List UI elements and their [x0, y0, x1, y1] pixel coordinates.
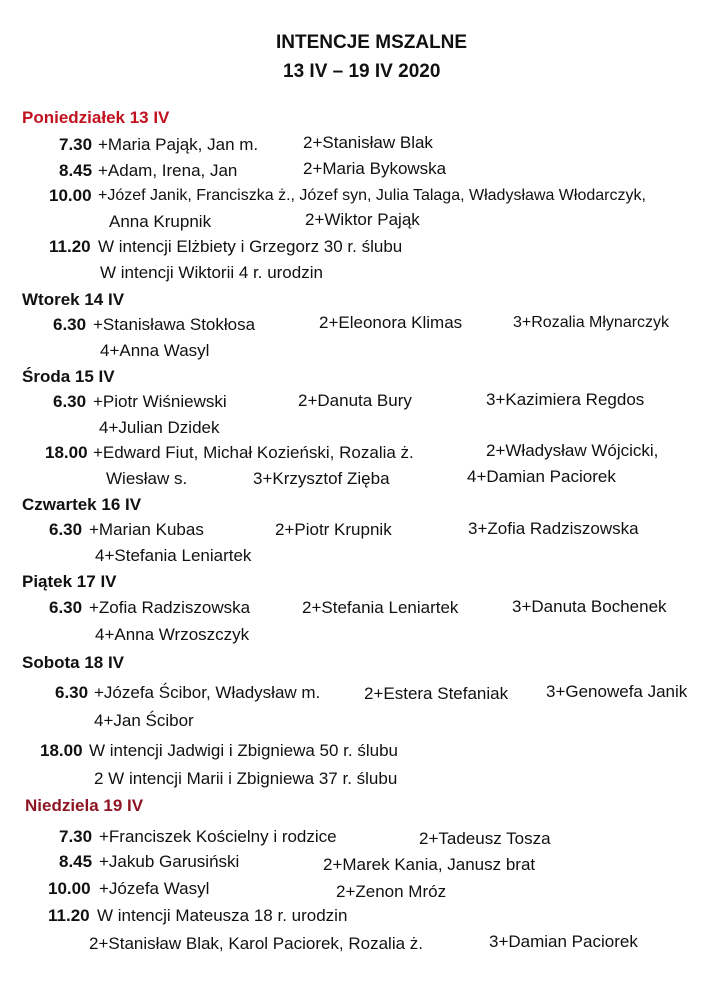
intention-text: 2+Piotr Krupnik [275, 520, 392, 539]
mass-time: 10.00 [48, 879, 91, 898]
intention-text: +Zofia Radziszowska [89, 598, 251, 617]
mass-time: 10.00 [49, 186, 92, 205]
intention-text: 4+Julian Dzidek [99, 418, 220, 437]
intention-text: 3+Zofia Radziszowska [468, 519, 639, 538]
mass-time: 8.45 [59, 852, 93, 871]
intention-text: +Marian Kubas [89, 520, 204, 539]
intention-text: 2+Zenon Mróz [336, 882, 447, 901]
intention-text: W intencji Elżbiety i Grzegorz 30 r. ślubu [98, 237, 403, 256]
intention-text: +Franciszek Kościelny i rodzice [99, 827, 337, 846]
mass-time: 6.30 [55, 683, 89, 702]
intention-text: 2+Danuta Bury [298, 391, 412, 410]
intention-text: Wiesław s. [106, 469, 188, 488]
intention-text: 4+Anna Wasyl [100, 341, 210, 360]
intention-text: 2+Stanisław Blak, Karol Paciorek, Rozalia ż. [89, 934, 424, 953]
mass-time: 8.45 [59, 161, 93, 180]
intention-text: 2+Estera Stefaniak [364, 684, 509, 703]
intention-text: 3+Genowefa Janik [546, 682, 688, 701]
intention-text: 3+Krzysztof Zięba [253, 469, 390, 488]
intention-text: +Józefa Ścibor, Władysław m. [94, 683, 321, 702]
day-heading-saturday: Sobota 18 IV [22, 653, 125, 672]
intention-text: +Stanisława Stokłosa [93, 315, 256, 334]
day-heading-sunday: Niedziela 19 IV [25, 796, 144, 815]
intention-text: 4+Anna Wrzoszczyk [95, 625, 250, 644]
mass-time: 18.00 [40, 741, 83, 760]
intention-text: W intencji Mateusza 18 r. urodzin [97, 906, 348, 925]
intention-text: 3+Rozalia Młynarczyk [513, 314, 670, 331]
mass-time: 18.00 [45, 443, 88, 462]
day-heading-wednesday: Środa 15 IV [22, 367, 115, 386]
intention-text: 2+Władysław Wójcicki, [486, 441, 659, 460]
intention-text: 2+Marek Kania, Janusz brat [323, 855, 536, 874]
intention-text: 4+Jan Ścibor [94, 711, 194, 730]
mass-time: 6.30 [53, 315, 87, 334]
intention-text: +Jakub Garusiński [99, 852, 240, 871]
intention-text: W intencji Jadwigi i Zbigniewa 50 r. ślubu [89, 741, 398, 760]
intention-text: +Edward Fiut, Michał Kozieński, Rozalia ż. [93, 443, 414, 462]
mass-time: 7.30 [59, 827, 93, 846]
mass-time: 6.30 [53, 392, 87, 411]
intention-text: 3+Damian Paciorek [489, 932, 638, 951]
day-heading-friday: Piątek 17 IV [22, 572, 117, 591]
intention-text: 4+Stefania Leniartek [95, 546, 252, 565]
intention-text: 2+Maria Bykowska [303, 159, 447, 178]
intention-text: +Maria Pająk, Jan m. [98, 135, 259, 154]
intention-text: +Piotr Wiśniewski [93, 392, 227, 411]
intention-text: 2+Stefania Leniartek [302, 598, 459, 617]
day-heading-tuesday: Wtorek 14 IV [22, 290, 125, 309]
intention-text: 3+Danuta Bochenek [512, 597, 667, 616]
page-title: INTENCJE MSZALNE [276, 32, 468, 53]
intention-text: W intencji Wiktorii 4 r. urodzin [100, 263, 323, 282]
mass-time: 11.20 [49, 237, 91, 256]
mass-time: 7.30 [59, 135, 93, 154]
day-heading-thursday: Czwartek 16 IV [22, 495, 142, 514]
intention-text: +Józefa Wasyl [99, 879, 210, 898]
intention-text: +Adam, Irena, Jan [98, 161, 238, 180]
intention-text: 2+Tadeusz Tosza [419, 829, 551, 848]
mass-time: 6.30 [49, 520, 83, 539]
intention-text: 2+Wiktor Pająk [305, 210, 420, 229]
intention-text: +Józef Janik, Franciszka ż., Józef syn, Julia Talaga, Władysława Włodarczyk, [98, 187, 646, 204]
date-range: 13 IV – 19 IV 2020 [283, 61, 441, 82]
day-heading-monday: Poniedziałek 13 IV [22, 108, 170, 127]
mass-time: 11.20 [48, 906, 90, 925]
intention-text: 2+Eleonora Klimas [319, 313, 463, 332]
intention-text: 3+Kazimiera Regdos [486, 390, 645, 409]
intention-text: 2 W intencji Marii i Zbigniewa 37 r. ślubu [94, 769, 398, 788]
intention-text: 2+Stanisław Blak [303, 133, 433, 152]
intention-text: 4+Damian Paciorek [467, 467, 616, 486]
intention-text: Anna Krupnik [109, 212, 212, 231]
mass-time: 6.30 [49, 598, 83, 617]
